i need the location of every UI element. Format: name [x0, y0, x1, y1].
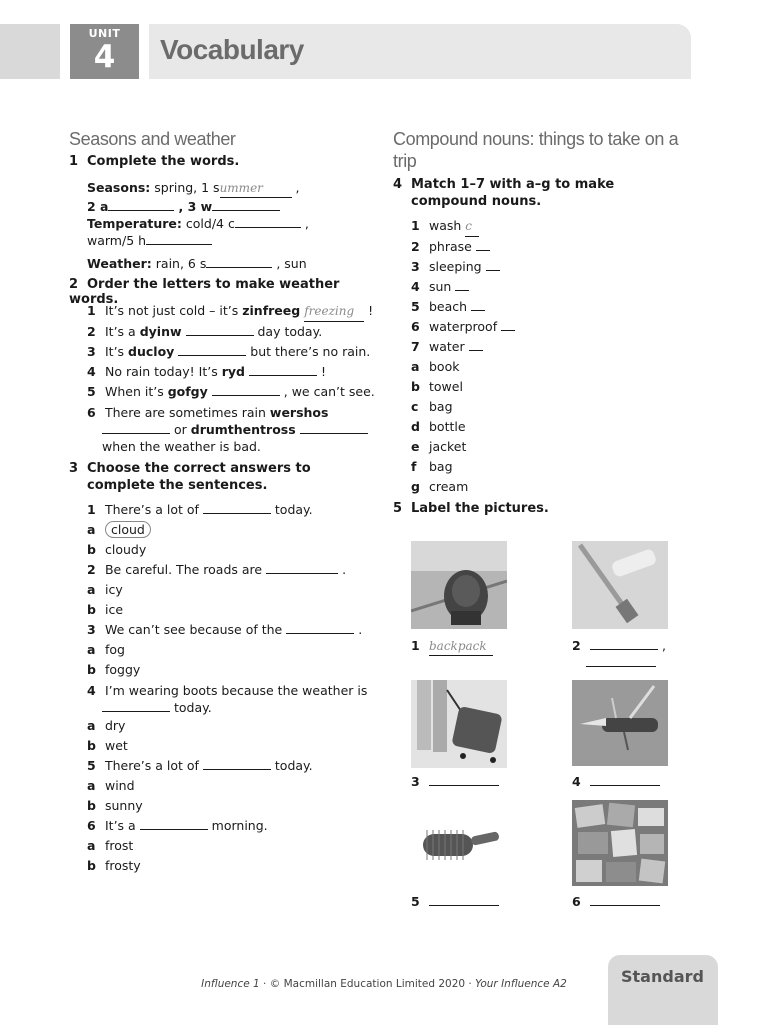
q4-instruction-text: Match 1–7 with a–g to make compound nouns.	[411, 177, 615, 209]
q1-line2a: 2 a	[87, 199, 109, 214]
q1-line2b: , 3 w	[178, 199, 213, 214]
q5-instruction	[393, 501, 623, 516]
q1-body: Seasons: spring, 1 summer , 2 a , 3 w Temperature: cold/4 c , warm/5 h Weather: rain, 6 s , sun	[87, 180, 309, 271]
q2-item-2: 2 It’s a dyinw day today.	[87, 324, 323, 339]
penknife-photo	[572, 680, 668, 766]
q1-instruction	[69, 154, 369, 169]
section-title-seasons: Seasons and weather	[69, 129, 236, 149]
q3-answer-circle: cloud	[105, 521, 151, 538]
q5-number: 5	[393, 501, 403, 516]
q2-answer-freezing: freezing	[304, 304, 355, 318]
pic-5-label: 5	[411, 893, 499, 910]
hairbrush-icon	[411, 800, 507, 886]
q2-items	[87, 301, 377, 455]
title-bar	[149, 24, 691, 79]
q2-item-4: 4 No rain today! It’s ryd !	[87, 364, 326, 379]
toothbrush-photo	[572, 541, 668, 629]
q2-item-5: 5 When it’s gofgy , we can’t see.	[87, 384, 375, 399]
q3-item-6: 6 It’s a morning. a frost b frosty	[87, 818, 268, 873]
q4-item-1: 1 wash c	[411, 216, 611, 237]
q5-answer-backpack: backpack	[428, 639, 487, 653]
unit-label: UNIT	[88, 27, 121, 40]
level-tab	[608, 955, 718, 1025]
q4-option-e: e jacket	[411, 439, 467, 454]
q1-number: 1	[69, 154, 79, 169]
hairbrush-photo	[411, 800, 507, 886]
q4-answer-c: c	[465, 219, 473, 233]
pic-4-label: 4	[572, 773, 660, 790]
q3-item-4: 4 I’m wearing boots because the weather is today. a dry b wet	[87, 683, 368, 753]
q4-option-b: b towel	[411, 379, 463, 394]
weather-label: Weather:	[87, 256, 152, 271]
q2-instruction-text: Order the letters to make weather words.	[69, 277, 340, 307]
backpack-photo	[411, 541, 507, 629]
q4-option-f: f bag	[411, 459, 453, 474]
q4-item-2: 2 phrase	[411, 237, 611, 257]
footer-copyright: · © Macmillan Education Limited 2020 ·	[259, 978, 476, 990]
q3-item-3: 3 We can’t see because of the . a fog b foggy	[87, 622, 363, 677]
pic-2-label: 2 ,	[572, 637, 682, 671]
q4-option-a: a book	[411, 359, 460, 374]
q2-item-3: 3 It’s ducloy but there’s no rain.	[87, 344, 371, 359]
page-title: Vocabulary	[160, 34, 304, 65]
q3-item-5: 5 There’s a lot of today. a wind b sunny	[87, 758, 313, 813]
q1-instruction-text: Complete the words.	[87, 154, 240, 169]
q3-number: 3	[69, 461, 79, 476]
temperature-text: cold/4 c	[185, 216, 235, 231]
unit-number: 4	[93, 39, 116, 75]
toothbrush-icon	[572, 541, 668, 629]
header-side-block	[0, 24, 60, 79]
q4-item-3: 3 sleeping	[411, 257, 611, 277]
q4-item-7: 7 water	[411, 337, 611, 357]
weather-text: rain, 6 s	[155, 256, 207, 271]
level-label: Standard	[621, 967, 704, 986]
q4-item-5: 5 beach	[411, 297, 611, 317]
q5-instruction-text: Label the pictures.	[411, 501, 549, 516]
suitcase-icon	[411, 680, 507, 768]
guidebooks-icon	[572, 800, 668, 886]
suitcase-photo	[411, 680, 507, 768]
backpack-icon	[411, 541, 507, 629]
q4-item-6: 6 waterproof	[411, 317, 611, 337]
pic-6-label: 6	[572, 893, 660, 910]
q4-instruction	[393, 176, 623, 210]
q3-instruction-text: Choose the correct answers to complete the sentences.	[87, 461, 311, 493]
seasons-text: spring, 1 s	[154, 180, 220, 195]
q4-option-c: c bag	[411, 399, 453, 414]
unit-badge	[70, 24, 139, 79]
q4-list	[411, 216, 611, 497]
warm-text: warm/5 h	[87, 233, 147, 248]
pic-1-label: 1 backpack	[411, 637, 493, 656]
footer-book-title: Influence 1	[201, 978, 260, 990]
pic-3-label: 3	[411, 773, 499, 790]
q1-answer-summer: ummer	[219, 181, 263, 195]
q4-option-g: g cream	[411, 479, 469, 494]
penknife-icon	[572, 680, 668, 766]
section-title-compound: Compound nouns: things to take on a trip	[393, 129, 679, 171]
seasons-label: Seasons:	[87, 180, 151, 195]
q3-item-1: 1 There’s a lot of today. a cloud b cloudy	[87, 502, 313, 557]
q2-item-6: 6 There are sometimes rain wershos or drumthentross when the weather is bad.	[87, 404, 377, 455]
weather-end: , sun	[276, 256, 307, 271]
q3-instruction	[69, 460, 369, 494]
q2-item-1: 1 It’s not just cold – it’s zinfreeg freezing !	[87, 301, 377, 322]
q3-items	[87, 500, 382, 876]
footer-series: Your Influence A2	[475, 978, 567, 990]
q4-option-d: d bottle	[411, 419, 466, 434]
q4-item-4: 4 sun	[411, 277, 611, 297]
q3-item-2: 2 Be careful. The roads are . a icy b ice	[87, 562, 347, 617]
guidebooks-photo	[572, 800, 668, 886]
q2-number: 2	[69, 277, 79, 292]
q4-number: 4	[393, 177, 403, 192]
temperature-label: Temperature:	[87, 216, 182, 231]
